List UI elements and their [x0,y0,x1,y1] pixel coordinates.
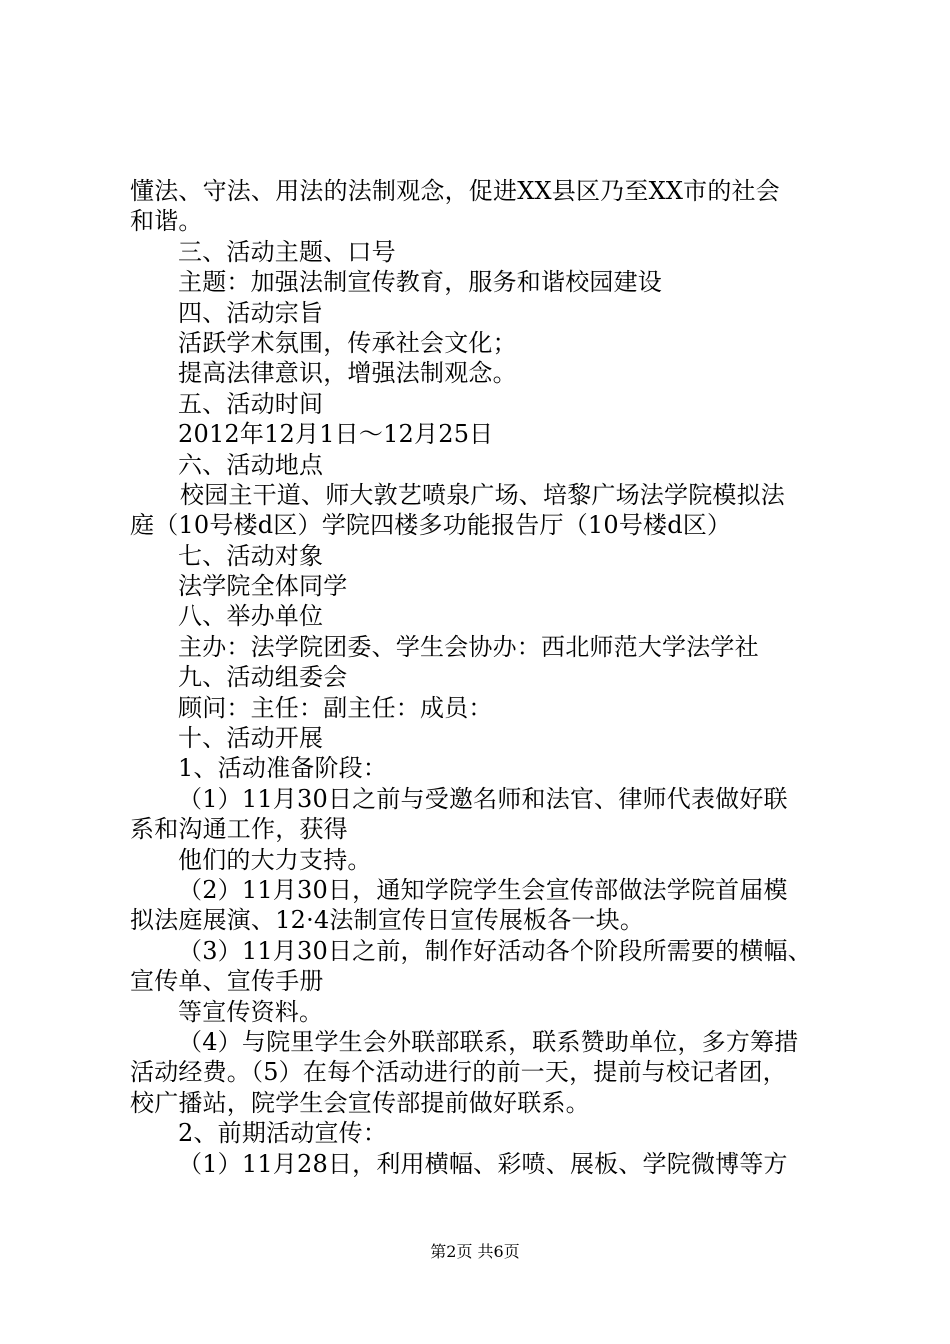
page-number-label: 第2页 共6页 [430,1242,520,1261]
text-line: 懂法、守法、用法的法制观念，促进XX县区乃至XX市的社会 [130,177,780,205]
text-line: （4）与院里学生会外联部联系，联系赞助单位，多方筹措 [178,1027,799,1056]
section-heading: 十、活动开展 [178,724,324,753]
text-line: （3）11月30日之前，制作好活动各个阶段所需要的横幅、 [178,936,812,965]
section-heading: 九、活动组委会 [178,663,348,692]
section-heading: 三、活动主题、口号 [178,237,396,266]
text-line: 等宣传资料。 [178,997,324,1026]
section-heading: 八、举办单位 [178,602,324,631]
text-line: 校园主干道、师大敦艺喷泉广场、培黎广场法学院模拟法 [180,480,785,509]
text-line: 系和沟通工作，获得 [130,815,348,844]
text-line: 1、活动准备阶段： [178,754,388,783]
text-line: 2012年12月1日～12月25日 [178,420,494,449]
text-line: （1）11月28日，利用横幅、彩喷、展板、学院微博等方 [178,1149,788,1178]
text-line: 法学院全体同学 [178,572,348,601]
text-line: 2、前期活动宣传： [178,1119,388,1148]
text-line: 和谐。 [130,207,203,236]
text-line: （1）11月30日之前与受邀名师和法官、律师代表做好联 [178,784,788,813]
page-footer [0,1242,950,1262]
text-line: 活跃学术氛围，传承社会文化； [178,328,517,357]
text-line: 提高法律意识，增强法制观念。 [178,359,517,388]
text-line: 活动经费。（5）在每个活动进行的前一天，提前与校记者团， [130,1058,787,1087]
section-heading: 四、活动宗旨 [178,298,324,327]
text-line: 拟法庭展演、12·4法制宣传日宣传展板各一块。 [130,906,645,935]
text-line: 庭（10号楼d区）学院四楼多功能报告厅（10号楼d区） [130,511,732,540]
text-line: 顾问：主任：副主任：成员： [178,693,493,722]
text-line: 主题：加强法制宣传教育，服务和谐校园建设 [178,268,662,297]
section-heading: 五、活动时间 [178,389,324,418]
text-line: （2）11月30日，通知学院学生会宣传部做法学院首届模 [178,875,788,904]
document-body [130,176,850,1179]
text-line: 他们的大力支持。 [178,845,372,874]
text-line: 主办：法学院团委、学生会协办：西北师范大学法学社 [178,632,759,661]
text-line: 宣传单、宣传手册 [130,967,324,996]
section-heading: 六、活动地点 [178,450,324,479]
section-heading: 七、活动对象 [178,541,324,570]
text-line: 校广播站，院学生会宣传部提前做好联系。 [130,1088,590,1117]
